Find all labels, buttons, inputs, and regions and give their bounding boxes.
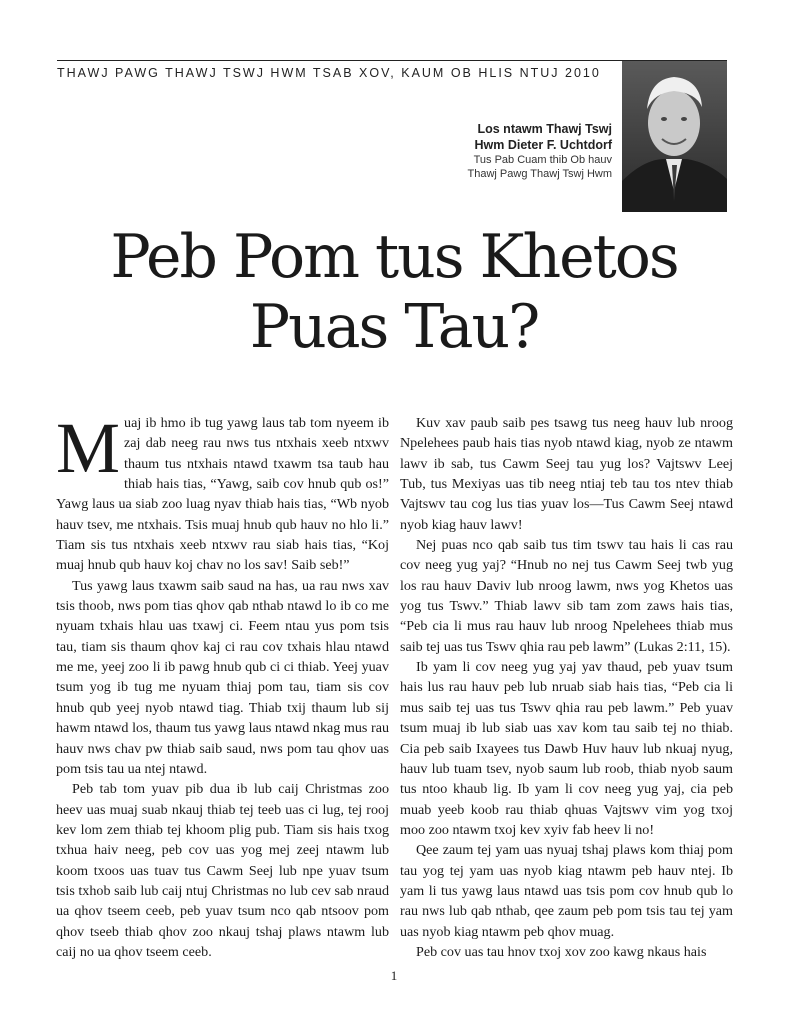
paragraph — [56, 408, 389, 576]
paragraph: Kuv xav paub saib pes tsawg tus neeg hauv lub nroog Npelehees paub hais tias nyob ntawd kiag, nyob ze ntawm lawv ib sab, tus Cawm Seej tau yug los? Vajtswv Leej Tub, tus Mexiyas uas tib neeg ntiaj teb tau tos ntev thiab Vajtswv tau cog lus tias yuav los—Tus Cawm Seej ntawd nyob kiag hauv lawv! — [400, 415, 733, 533]
author-byline — [392, 121, 612, 181]
paragraph: Peb tab tom yuav pib dua ib lub caij Christmas zoo heev uas muaj suab nkauj thiab tej teeb uas ci lug, tej rooj kev lom zem thiab tej khoom plig pub. Tiam sis hais txog txhua haiv neeg, peb cov uas yog mej zeej ntawm lub koom txoos uas tuav tus Cawm Seej lub npe yuav tsum tsis txhob saib lub caij ntuj Christmas no lub cev sab nraud ua qhov tseem ceeb, peb yuav tsum nco qab ntsoov pom qhov tseeb thiab qhov zoo nkauj tshaj plaws ntawm lub caij no ua qhov tseem ceeb. — [56, 781, 389, 960]
author-name-line2: Hwm Dieter F. Uchtdorf — [474, 138, 612, 152]
drop-cap: M — [56, 408, 121, 488]
article-title — [0, 222, 788, 362]
paragraph: Tus yawg laus txawm saib saud na has, ua rau nws xav tsis thoob, nws pom tias qhov qab nthab ntawd lo ib co me nyuam txhais hlau uas txawj ci. Feem ntau yus pom tsis tau, tiam sis thaum qhov kaj ci rau cov txhais hlau ntawd me me, yeej zoo li ib pawg hnub qub ci ci thiab. Yeej yuav tsum yog ib tug me nyuam thiaj pom tau, tiam sis cov hnub qub yeej nyob ntawd tiag. Thiab txij thaum lub sij hawm ntawd los, thaum tus yawg laus ntawd nkag mus rau hauv nws chav pw thiab saib saud, nws pom tau qhov uas pom tsis tau ua ntej ntawd. — [56, 577, 389, 777]
issue-header: THAWJ PAWG THAWJ TSWJ HWM TSAB XOV, KAUM OB HLIS NTUJ 2010 — [57, 66, 601, 80]
paragraph: Qee zaum tej yam uas nyuaj tshaj plaws kom thiaj pom tau yog tej yam uas nyob kiag ntawm peb hauv ntej. Ib yam li tus yawg laus ntawd uas tsis pom cov hnub qub lo rau nws lub qab nthab, qee zaum peb pom tsis tau tej yam uas nyob kiag ntawm peb qhov muag. — [400, 842, 733, 940]
right-column — [400, 413, 733, 962]
paragraph: Peb cov uas tau hnov txoj xov zoo kawg nkaus hais — [416, 943, 707, 960]
page-number: 1 — [390, 968, 398, 983]
title-line1: Peb Pom tus Khetos — [110, 222, 678, 292]
left-column — [56, 408, 389, 962]
author-role-line2: Thawj Pawg Thawj Tswj Hwm — [467, 168, 612, 180]
author-portrait — [622, 61, 727, 212]
title-line2: Puas Tau? — [249, 292, 539, 362]
paragraph: Nej puas nco qab saib tus tim tswv tau hais li cas rau cov neeg yug yaj? “Hnub no nej tus Cawm Seej twb yug los rau hauv Daviv lub nroog lawm, nws yog Khetos uas yog tus Tswv.” Thiab lawv sib tam zom zaws hais tias, “Peb cia li mus rau hauv lub nroog Npelehees thiab mus saib tej uas tus Tswv qhia rau peb lawm” (Lukas 2:11, 15). — [400, 537, 733, 655]
author-role-line1: Tus Pab Cuam thib Ob hauv — [473, 154, 612, 166]
paragraph-text: uaj ib hmo ib tug yawg laus tab tom nyeem ib zaj dab neeg rau nws tus ntxhais xeeb ntxwv thaum tus ntxhais ntawd txawm tsa taub hau thiab hais tias, “Yawg, saib cov hnub qub os!” Yawg laus ua siab zoo luag nyav thiab hais tias, “Wb nyob hauv tsev, me ntxhais. Tsis muaj hnub qub hauv no hlo li.” Tiam sis tus ntxhais xeeb ntxwv rau siab hais tias, “Koj muaj hnub qub hauv koj chav no los sav! Saib seb!” — [56, 415, 389, 574]
author-name-line1: Los ntawm Thawj Tswj — [477, 122, 612, 136]
paragraph: Ib yam li cov neeg yug yaj yav thaud, peb yuav tsum hais lus rau hauv peb lub nruab siab hais tias, “Peb cia li mus saib tej uas tus Tswv qhia rau peb lawm.” Peb yuav tsum muaj ib lub siab uas xav kom tau saib tej no thiab. Cia peb saib Ixayees tus Dawb Huv hauv lub nkuaj nyug, hauv lub tuam tsev, nyob saum lub roob, thiab nyob saum tus ntoo khaub lig. Ib yam li cov neeg yug yaj, cia peb muab yeeb koob rau thiab qhuas Vajtswv vim yog txoj moo zoo ntawm txoj kev xyiv fab heev li no! — [400, 659, 733, 838]
